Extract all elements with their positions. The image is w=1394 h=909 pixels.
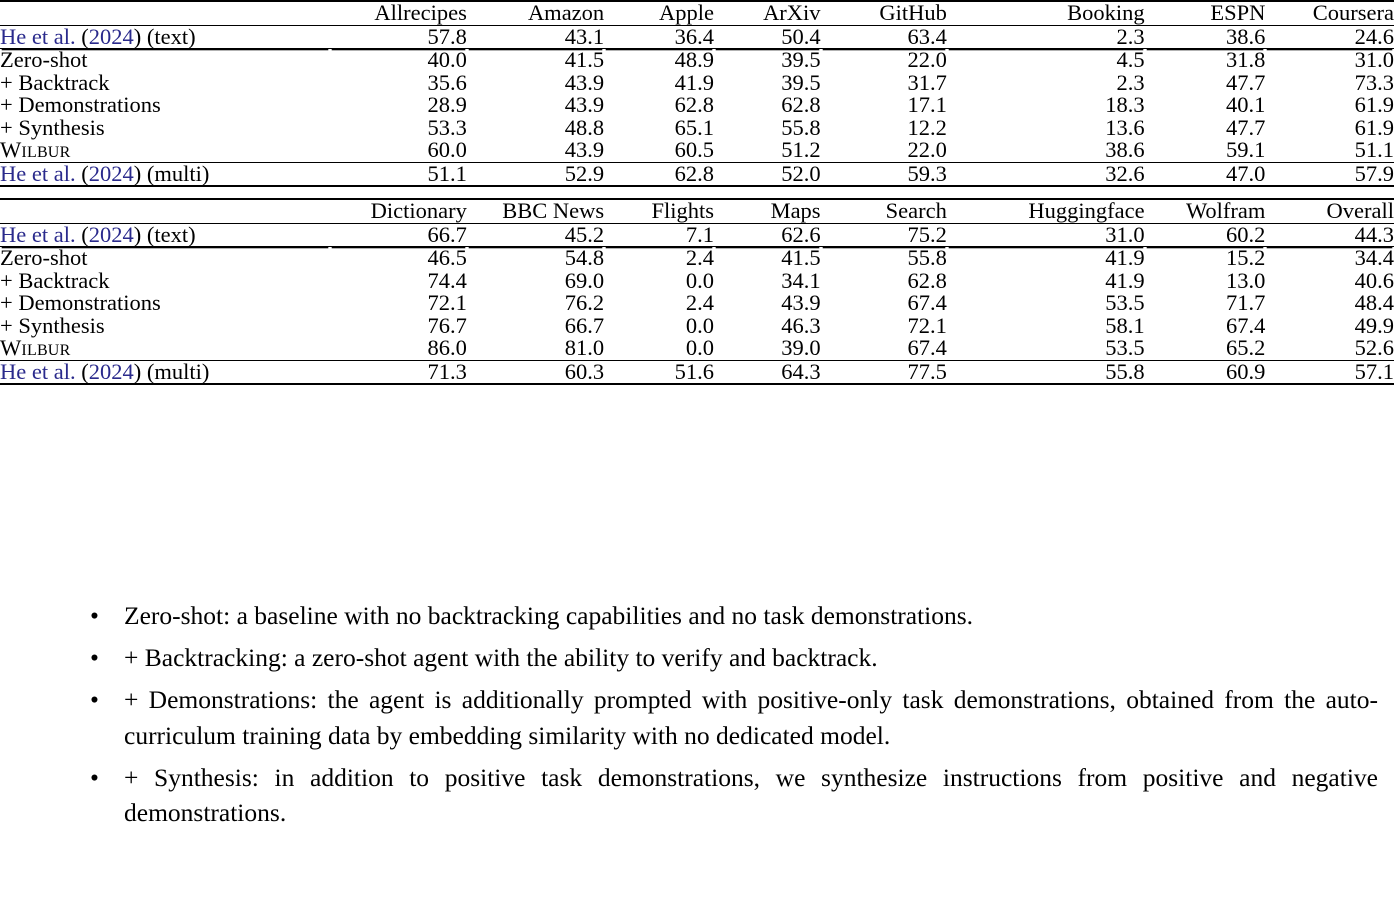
table-cell: 62.6 [714,223,821,247]
row-label-text: Wilbur [0,335,71,360]
table-cell: 62.8 [781,92,821,117]
row-label-part: ) (text) [133,23,196,49]
table-row [0,94,1394,117]
table-cell: 69.0 [564,267,605,293]
table-row [0,49,1394,72]
table-cell: 22.0 [821,49,947,72]
table-cell: 59.1 [1226,137,1266,162]
rule-cell [1265,384,1394,385]
list-item [62,598,1378,633]
row-label-part: 2024 [88,358,134,384]
table-row [0,315,1394,338]
table-row [0,337,1394,360]
table-cell: 32.6 [947,162,1145,186]
table-cell: 41.5 [714,247,821,270]
table-cell: 39.5 [714,49,821,72]
table-cell: 43.9 [781,290,821,315]
table-row [0,162,1394,186]
table-cell: 59.3 [821,162,947,186]
row-label-text: + Demonstrations [0,290,161,315]
row-label-text: + Demonstrations [0,92,161,117]
table-cell: 67.4 [907,290,947,315]
table-cell: 22.0 [907,137,947,162]
table-cell: 34.4 [1265,247,1394,270]
table-cell: 48.8 [564,114,605,140]
table-cell: 48.4 [1354,290,1394,315]
table-cell: 24.6 [1265,25,1394,49]
table-cell: 41.9 [1105,267,1145,293]
row-label-part: He et al. [0,221,82,247]
tables-container [0,0,1394,385]
table-cell: 4.5 [947,49,1145,72]
row-label-part: ( [81,160,89,186]
list-item-text: Zero-shot: a baseline with no backtracking capabilities and no task demonstrations. [124,601,974,630]
row-label [0,94,330,117]
table-cell: 86.0 [427,335,467,360]
row-label-part: ) (multi) [133,160,210,186]
table-header-row [0,1,1394,25]
table-cell: 38.6 [1145,25,1266,49]
table-cell: 77.5 [821,360,947,384]
table-cell: 65.2 [1226,335,1266,360]
table-cell: 41.9 [674,69,715,95]
table-cell: 13.0 [1226,267,1266,293]
table-cell: 44.3 [1265,223,1394,247]
row-label [0,223,330,247]
row-label [0,49,330,72]
row-label-text: + Backtrack [0,69,110,95]
row-label [0,292,330,315]
table-cell: 71.3 [330,360,467,384]
table-row [0,247,1394,270]
method-descriptions [62,598,1378,837]
row-label [0,360,330,384]
row-label-part: 2024 [88,23,134,49]
table-cell: 38.6 [1105,137,1145,162]
table-cell: 34.1 [781,267,821,293]
rule-cell [0,384,330,385]
table-cell: 43.1 [467,25,604,49]
table-cell: 54.8 [467,247,604,270]
table-cell: 60.2 [1145,223,1266,247]
table-row [0,360,1394,384]
table-cell: 15.2 [1145,247,1266,270]
table-cell: 52.0 [714,162,821,186]
row-label-part: He et al. [0,23,82,49]
table-cell: 31.8 [1145,49,1266,72]
table-cell: 66.7 [564,312,605,338]
table-cell: 61.9 [1354,92,1394,117]
table-cell: 76.7 [427,312,467,338]
row-label-part: ) (text) [133,221,196,247]
table-cell: 2.3 [947,25,1145,49]
table-cell: 43.9 [564,69,605,95]
column-header: Booking [947,1,1145,25]
column-header: GitHub [821,1,947,25]
table-row [0,72,1394,95]
table-cell: 55.8 [947,360,1145,384]
table-cell: 71.7 [1226,290,1266,315]
row-label [0,114,330,140]
table-row [0,25,1394,49]
rule-cell [1145,384,1266,385]
table-cell: 31.7 [907,69,947,95]
table-cell: 64.3 [714,360,821,384]
header-corner [0,1,330,25]
column-header: Search [821,199,947,223]
row-label [0,247,330,270]
table-cell: 36.4 [604,25,714,49]
rule-cell [330,384,467,385]
table-cell: 55.8 [781,114,821,140]
table-cell: 52.6 [1354,335,1394,360]
table-cell: 50.4 [714,25,821,49]
table-cell: 57.8 [330,25,467,49]
row-label-text: + Synthesis [0,114,105,140]
table-cell: 39.5 [781,69,821,95]
table-cell: 60.5 [674,137,715,162]
table-cell: 57.1 [1265,360,1394,384]
column-header: Maps [714,199,821,223]
bullet-icon: • [90,601,99,630]
table-cell: 0.0 [685,335,715,360]
row-label-part: ( [81,23,89,49]
rule-cell [821,384,947,385]
table-row [0,223,1394,247]
table-cell: 2.4 [604,247,714,270]
table-row [0,292,1394,315]
table-cell: 0.0 [685,312,715,338]
table-cell: 46.5 [330,247,467,270]
rule-cell [947,384,1145,385]
column-header: Overall [1265,199,1394,223]
table-cell: 66.7 [330,223,467,247]
column-header: Dictionary [330,199,467,223]
table-cell: 74.4 [427,267,467,293]
column-header: Apple [604,1,714,25]
table-cell: 76.2 [564,290,605,315]
row-label [0,162,330,186]
table-cell: 35.6 [427,69,467,95]
table-cell: 13.6 [1105,114,1145,140]
column-header: ArXiv [714,1,821,25]
table-cell: 72.1 [907,312,947,338]
row-label [0,69,330,95]
table-cell: 81.0 [564,335,605,360]
table-cell: 47.7 [1226,69,1266,95]
list-item [62,682,1378,752]
table-cell: 60.3 [467,360,604,384]
table-cell: 40.6 [1354,267,1394,293]
list-item-text: + Backtracking: a zero-shot agent with the ability to verify and backtrack. [124,643,878,673]
table-cell: 53.3 [427,114,467,140]
table-cell: 53.5 [1105,335,1145,360]
column-header: Coursera [1265,1,1394,25]
column-header: ESPN [1145,1,1266,25]
table-cell: 60.9 [1145,360,1266,384]
table-row [0,270,1394,293]
row-label [0,139,330,162]
column-header: BBC News [467,199,604,223]
table-cell: 40.0 [330,49,467,72]
table-cell: 51.1 [330,162,467,186]
table-cell: 47.0 [1145,162,1266,186]
table-gap [0,187,1394,198]
table-cell: 48.9 [604,49,714,72]
table-cell: 51.2 [781,137,821,162]
rule-cell [604,384,714,385]
table-cell: 61.9 [1354,114,1394,140]
table-cell: 39.0 [781,335,821,360]
table-header-row [0,199,1394,223]
list-item-text: + Demonstrations: the agent is additionally prompted with positive-only task demonstrations, obtained from the auto-curriculum training data by embedding similarity with no dedicated model. [124,685,1378,750]
table-cell: 60.0 [427,137,467,162]
table-cell: 18.3 [1105,92,1145,117]
table-cell: 2.3 [1116,69,1145,95]
column-header: Allrecipes [330,1,467,25]
table-cell: 47.7 [1226,114,1266,140]
table-cell: 57.9 [1265,162,1394,186]
row-label-part: ) (multi) [133,358,210,384]
list-item [62,760,1378,830]
table-cell: 62.8 [674,92,715,117]
table-cell: 7.1 [604,223,714,247]
row-label-part: 2024 [88,160,134,186]
row-label-part: ( [81,358,89,384]
table-cell: 43.9 [564,137,605,162]
bullet-icon: • [90,762,99,792]
column-header: Huggingface [947,199,1145,223]
table-cell: 55.8 [821,247,947,270]
table-cell: 0.0 [685,267,715,293]
bullet-icon: • [90,685,99,715]
table-row [0,117,1394,140]
row-label-part: ( [81,221,89,247]
table-cell: 31.0 [947,223,1145,247]
row-label-text: Zero-shot [0,47,88,72]
table-cell: 2.4 [685,290,715,315]
results-table-part-2 [0,198,1394,385]
row-label [0,267,330,293]
column-header: Amazon [467,1,604,25]
table-bottom-rule [0,384,1394,385]
table-cell: 51.1 [1354,137,1394,162]
rule-cell [714,384,821,385]
table-cell: 40.1 [1226,92,1266,117]
table-cell: 49.9 [1354,312,1394,338]
list-item [62,640,1378,675]
row-label [0,312,330,338]
column-header: Wolfram [1145,199,1266,223]
row-label-text: + Backtrack [0,267,110,293]
row-label [0,25,330,49]
bullet-list [62,598,1378,830]
table-cell: 12.2 [907,114,947,140]
table-cell: 67.4 [907,335,947,360]
header-corner [0,199,330,223]
table-cell: 41.5 [467,49,604,72]
table-cell: 51.6 [604,360,714,384]
table-cell: 43.9 [564,92,605,117]
list-item-text: + Synthesis: in addition to positive task demonstrations, we synthesize instructions from positive and negative demonstrations. [124,762,1378,827]
table-cell: 31.0 [1265,49,1394,72]
table-cell: 58.1 [1105,312,1145,338]
results-table-part-1 [0,0,1394,187]
row-label-part: He et al. [0,358,82,384]
table-cell: 73.3 [1354,69,1394,95]
table-cell: 67.4 [1226,312,1266,338]
table-cell: 53.5 [1105,290,1145,315]
table-cell: 17.1 [907,92,947,117]
table-cell: 52.9 [467,162,604,186]
row-label-text: Wilbur [0,137,71,162]
table-cell: 41.9 [947,247,1145,270]
table-cell: 75.2 [821,223,947,247]
table-cell: 62.8 [907,267,947,293]
row-label-text: + Synthesis [0,312,105,338]
row-label-part: He et al. [0,160,82,186]
row-label-text: Zero-shot [0,245,88,270]
table-cell: 45.2 [467,223,604,247]
table-cell: 28.9 [427,92,467,117]
table-cell: 46.3 [781,312,821,338]
column-header: Flights [604,199,714,223]
table-row [0,139,1394,162]
table-cell: 72.1 [427,290,467,315]
row-label-part: 2024 [88,221,134,247]
table-cell: 62.8 [604,162,714,186]
table-cell: 65.1 [674,114,715,140]
bullet-icon: • [90,643,99,673]
table-cell: 63.4 [821,25,947,49]
row-label [0,337,330,360]
rule-cell [467,384,604,385]
